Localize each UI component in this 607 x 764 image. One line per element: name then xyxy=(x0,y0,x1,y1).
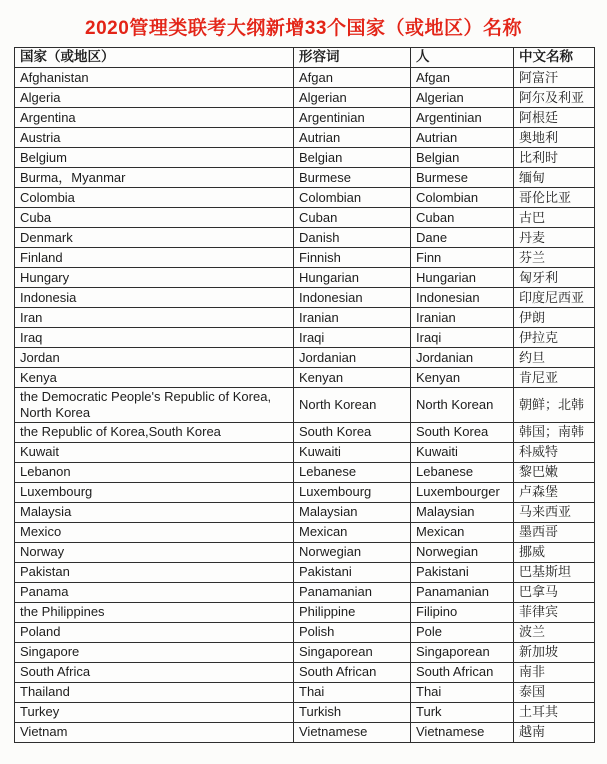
table-cell: Hungarian xyxy=(294,268,411,288)
table-cell: Belgian xyxy=(294,148,411,168)
table-cell: Hungary xyxy=(15,268,294,288)
table-cell: 哥伦比亚 xyxy=(514,188,595,208)
table-cell: Algeria xyxy=(15,88,294,108)
table-cell: Philippine xyxy=(294,602,411,622)
table-cell: Kenyan xyxy=(294,368,411,388)
table-cell: Panamanian xyxy=(411,582,514,602)
table-cell: Turkey xyxy=(15,702,294,722)
table-cell: Lebanese xyxy=(411,462,514,482)
table-cell: Panamanian xyxy=(294,582,411,602)
table-cell: South African xyxy=(411,662,514,682)
table-cell: Iraqi xyxy=(411,328,514,348)
table-cell: Mexican xyxy=(294,522,411,542)
column-header-person: 人 xyxy=(411,48,514,68)
table-cell: 丹麦 xyxy=(514,228,595,248)
table-row xyxy=(15,228,595,248)
table-cell: Malaysian xyxy=(411,502,514,522)
table-cell: Iran xyxy=(15,308,294,328)
table-cell: Kenyan xyxy=(411,368,514,388)
country-table-body xyxy=(15,68,595,743)
table-cell: Autrian xyxy=(294,128,411,148)
table-row xyxy=(15,422,595,442)
table-cell: Burma，Myanmar xyxy=(15,168,294,188)
table-cell: 挪威 xyxy=(514,542,595,562)
table-row xyxy=(15,288,595,308)
table-cell: 芬兰 xyxy=(514,248,595,268)
table-cell: Norwegian xyxy=(411,542,514,562)
table-cell: 比利时 xyxy=(514,148,595,168)
table-cell: Cuban xyxy=(411,208,514,228)
table-cell: 土耳其 xyxy=(514,702,595,722)
table-cell: the Republic of Korea,South Korea xyxy=(15,422,294,442)
table-cell: Iraq xyxy=(15,328,294,348)
table-cell: Cuba xyxy=(15,208,294,228)
table-cell: Colombian xyxy=(294,188,411,208)
column-header-country: 国家（或地区） xyxy=(15,48,294,68)
table-cell: 匈牙利 xyxy=(514,268,595,288)
table-row xyxy=(15,682,595,702)
table-cell: Thai xyxy=(294,682,411,702)
table-cell: Jordanian xyxy=(411,348,514,368)
table-row xyxy=(15,188,595,208)
table-cell: Argentina xyxy=(15,108,294,128)
table-cell: Finland xyxy=(15,248,294,268)
table-cell: Turkish xyxy=(294,702,411,722)
table-cell: Cuban xyxy=(294,208,411,228)
table-cell: South Africa xyxy=(15,662,294,682)
table-header-row xyxy=(15,48,595,68)
table-row xyxy=(15,622,595,642)
table-cell: 阿根廷 xyxy=(514,108,595,128)
table-cell: Mexican xyxy=(411,522,514,542)
table-row xyxy=(15,168,595,188)
table-cell: 肯尼亚 xyxy=(514,368,595,388)
table-row xyxy=(15,148,595,168)
table-row xyxy=(15,388,595,423)
table-cell: Danish xyxy=(294,228,411,248)
table-row xyxy=(15,308,595,328)
table-row xyxy=(15,542,595,562)
table-cell: Argentinian xyxy=(411,108,514,128)
table-cell: Belgium xyxy=(15,148,294,168)
table-cell: 伊朗 xyxy=(514,308,595,328)
table-cell: Autrian xyxy=(411,128,514,148)
table-cell: Pole xyxy=(411,622,514,642)
table-cell: Afgan xyxy=(294,68,411,88)
table-row xyxy=(15,722,595,742)
table-cell: 韩国；南韩 xyxy=(514,422,595,442)
column-header-chinese-name: 中文名称 xyxy=(514,48,595,68)
table-cell: North Korean xyxy=(411,388,514,423)
table-row xyxy=(15,442,595,462)
table-cell: 黎巴嫩 xyxy=(514,462,595,482)
table-cell: Singapore xyxy=(15,642,294,662)
table-row xyxy=(15,248,595,268)
table-row xyxy=(15,642,595,662)
table-row xyxy=(15,268,595,288)
table-cell: Thailand xyxy=(15,682,294,702)
table-cell: South Korea xyxy=(411,422,514,442)
table-cell: 朝鲜；北韩 xyxy=(514,388,595,423)
table-row xyxy=(15,482,595,502)
table-cell: Luxembourg xyxy=(294,482,411,502)
table-cell: 印度尼西亚 xyxy=(514,288,595,308)
table-cell: Thai xyxy=(411,682,514,702)
table-cell: Kuwaiti xyxy=(294,442,411,462)
table-row xyxy=(15,88,595,108)
table-cell: 菲律宾 xyxy=(514,602,595,622)
table-cell: Poland xyxy=(15,622,294,642)
table-cell: Belgian xyxy=(411,148,514,168)
table-cell: Pakistan xyxy=(15,562,294,582)
table-cell: 越南 xyxy=(514,722,595,742)
table-cell: South Korea xyxy=(294,422,411,442)
table-cell: South African xyxy=(294,662,411,682)
table-cell: Afghanistan xyxy=(15,68,294,88)
table-cell: Argentinian xyxy=(294,108,411,128)
table-cell: Burmese xyxy=(411,168,514,188)
table-cell: Lebanon xyxy=(15,462,294,482)
table-cell: 科威特 xyxy=(514,442,595,462)
table-cell: Filipino xyxy=(411,602,514,622)
table-cell: Pakistani xyxy=(411,562,514,582)
table-cell: 阿富汗 xyxy=(514,68,595,88)
table-cell: Finn xyxy=(411,248,514,268)
table-cell: Algerian xyxy=(411,88,514,108)
table-cell: 南非 xyxy=(514,662,595,682)
table-cell: Vietnam xyxy=(15,722,294,742)
table-cell: Burmese xyxy=(294,168,411,188)
table-cell: the Democratic People's Republic of Korea, North Korea xyxy=(15,388,294,423)
table-cell: Indonesia xyxy=(15,288,294,308)
table-cell: Kuwaiti xyxy=(411,442,514,462)
table-cell: Polish xyxy=(294,622,411,642)
table-cell: Turk xyxy=(411,702,514,722)
table-cell: Denmark xyxy=(15,228,294,248)
table-cell: Luxembourg xyxy=(15,482,294,502)
table-cell: 伊拉克 xyxy=(514,328,595,348)
table-cell: Indonesian xyxy=(294,288,411,308)
table-cell: Colombia xyxy=(15,188,294,208)
table-cell: Norway xyxy=(15,542,294,562)
table-cell: Norwegian xyxy=(294,542,411,562)
table-cell: 缅甸 xyxy=(514,168,595,188)
table-cell: Afgan xyxy=(411,68,514,88)
table-cell: Kuwait xyxy=(15,442,294,462)
table-cell: Colombian xyxy=(411,188,514,208)
table-row xyxy=(15,562,595,582)
table-cell: Finnish xyxy=(294,248,411,268)
table-cell: North Korean xyxy=(294,388,411,423)
country-name-table xyxy=(14,47,595,743)
table-cell: Iranian xyxy=(411,308,514,328)
table-cell: 马来西亚 xyxy=(514,502,595,522)
table-row xyxy=(15,68,595,88)
table-cell: Kenya xyxy=(15,368,294,388)
table-cell: Singaporean xyxy=(294,642,411,662)
table-cell: Austria xyxy=(15,128,294,148)
table-cell: Iraqi xyxy=(294,328,411,348)
table-row xyxy=(15,208,595,228)
table-cell: 古巴 xyxy=(514,208,595,228)
table-row xyxy=(15,602,595,622)
table-cell: Vietnamese xyxy=(294,722,411,742)
column-header-adjective: 形容词 xyxy=(294,48,411,68)
table-cell: Hungarian xyxy=(411,268,514,288)
table-cell: Algerian xyxy=(294,88,411,108)
table-cell: Singaporean xyxy=(411,642,514,662)
table-row xyxy=(15,702,595,722)
table-row xyxy=(15,662,595,682)
table-cell: Malaysia xyxy=(15,502,294,522)
table-cell: 新加坡 xyxy=(514,642,595,662)
table-cell: 约旦 xyxy=(514,348,595,368)
table-row xyxy=(15,502,595,522)
table-row xyxy=(15,582,595,602)
table-row xyxy=(15,522,595,542)
table-cell: Vietnamese xyxy=(411,722,514,742)
table-cell: 泰国 xyxy=(514,682,595,702)
table-cell: Indonesian xyxy=(411,288,514,308)
table-cell: Luxembourger xyxy=(411,482,514,502)
table-cell: Pakistani xyxy=(294,562,411,582)
table-cell: 阿尔及利亚 xyxy=(514,88,595,108)
table-cell: Panama xyxy=(15,582,294,602)
table-row xyxy=(15,128,595,148)
table-cell: 巴基斯坦 xyxy=(514,562,595,582)
table-cell: Mexico xyxy=(15,522,294,542)
table-row xyxy=(15,368,595,388)
table-cell: 墨西哥 xyxy=(514,522,595,542)
table-row xyxy=(15,108,595,128)
table-cell: the Philippines xyxy=(15,602,294,622)
table-cell: 巴拿马 xyxy=(514,582,595,602)
table-cell: Dane xyxy=(411,228,514,248)
table-cell: 波兰 xyxy=(514,622,595,642)
table-cell: 卢森堡 xyxy=(514,482,595,502)
table-row xyxy=(15,328,595,348)
table-cell: Jordan xyxy=(15,348,294,368)
table-cell: Malaysian xyxy=(294,502,411,522)
table-cell: Jordanian xyxy=(294,348,411,368)
table-cell: Lebanese xyxy=(294,462,411,482)
table-cell: 奥地利 xyxy=(514,128,595,148)
table-row xyxy=(15,462,595,482)
table-row xyxy=(15,348,595,368)
page-title: 2020管理类联考大纲新增33个国家（或地区）名称 xyxy=(85,18,522,39)
table-cell: Iranian xyxy=(294,308,411,328)
